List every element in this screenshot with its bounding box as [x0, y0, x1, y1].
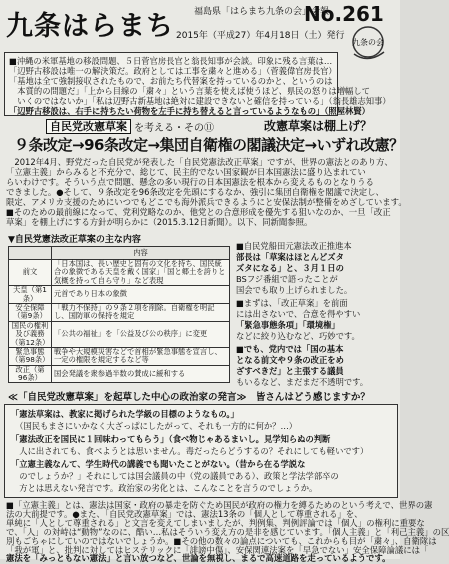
- table-cell-article: 国民の権利及び義務（第12条）: [9, 321, 52, 347]
- amendment-table: [8, 246, 230, 383]
- table-row: [9, 286, 230, 304]
- table-row: [9, 365, 230, 383]
- quote-line: 「憲法草案は、教家に掲げられた学級の目標のようなもの。」: [11, 409, 239, 419]
- table-row: [9, 260, 230, 286]
- quote-line: 方とは思えない発言です。政治家の劣化とは、こんなことを言うのでしょうか。: [11, 483, 318, 493]
- body-line: 草案」を棚上げにする方針が明らかに（2015.3.12日新聞）。以下、同新聞参照。: [6, 217, 313, 227]
- table-cell-article: 緊急事態（第98条）: [9, 347, 52, 365]
- table-header: 内容: [52, 247, 230, 260]
- side-line: 「緊急事態条項」「環境権」: [236, 320, 340, 330]
- side-line: 部長は「草案はほとんどズタ: [236, 252, 344, 262]
- table-cell-content: 「戦力不保持」の９条２項を削除。自衛権を明記し、国防軍の保持を規定: [52, 303, 230, 321]
- table-row: [9, 303, 230, 321]
- stamp-text: 九条の会: [352, 38, 384, 47]
- table-cell-article: 天皇（第1条）: [9, 286, 52, 304]
- table-cell-article: 改正（第96条）: [9, 365, 52, 383]
- side-line: ズタになる」と、３月１日の: [236, 263, 344, 273]
- table-title: ▼自民党憲法改正草案の主な内容: [8, 235, 141, 245]
- body-line: 「立憲主義」からみると不充分で、総じて、民主的でない国家観が日本国憲法に盛り込まれてい: [6, 167, 366, 177]
- table-cell-article: 安全保障（第9条）: [9, 303, 52, 321]
- quote-line: 人に出されても、食べようとは思いません。毒だったらどうするの？それにしても軽いです）: [11, 446, 369, 456]
- table-row: [9, 321, 230, 347]
- body-line: らいわけです。そういう点で問題、懸念の多い現行の日本国憲法を根本から変えるものとなりうる: [6, 177, 374, 187]
- quote-line: 「立憲主義なんて、学生時代の講義でも聞いたことがない。（昔から在る学説な: [11, 459, 306, 469]
- quote-line: （国民もまさにいかなく大ざっぱにしたがって、それも一方的に何か？…）: [11, 421, 298, 431]
- news-line: 「辺野古移設は、右手に持ちたい荷物を左手に持ち替えると言っているようなもの」（照屋林賢）: [9, 106, 370, 116]
- body-line: 限定、アメリカ支援のためにいつでもどこでも海外派兵できるようにと安保法制が整備をめざしています。: [6, 197, 407, 207]
- body-line: ■そのための最前線になって、党利党略なのか、他党との合意形成を優先する狙いなのか、一旦「改正: [6, 207, 391, 217]
- side-line: などに絞り込むなど、巧妙です。: [236, 331, 360, 341]
- body-line: 2012年4月、野党だった自民党が発表した「自民党憲法改正草案」ですが、世界の憲法とのあり方、: [6, 157, 393, 167]
- issue-number: No.261: [304, 2, 384, 26]
- table-cell-content: 「日本国は、長い歴史と固有の文化を持ち、国民統合の象徴である天皇を戴く国家」「国と郷土を誇りと気概を持って自ら守り」など表現: [52, 260, 230, 286]
- news-line: 「基地は全て強制接収されたもので、お前たち代替案を持っているのかと、というのは: [9, 76, 333, 86]
- bottom-line: ■「立憲主義」とは、憲法は国家・政府の暴走を防ぐため国民が政府の権力を縛るためのという考えで、世界の憲: [6, 500, 433, 510]
- table-cell-content: 国会発議を衆参過半数の賛成に緩和する: [52, 365, 230, 383]
- news-line: 「辺野古移設は唯一の解決策だ。政府としては工事を粛々と進める」（菅義偉官房長官）: [9, 66, 337, 76]
- publisher-line: 福島県「はらまち九条の会」会報: [194, 7, 330, 17]
- table-header: [9, 247, 52, 260]
- table-header-row: [9, 247, 230, 260]
- amendment-table-section: [4, 232, 230, 384]
- body-line: できました。●そして、９条改定を96条改定を先頭にするなか、強引に集団自衛権を閣議で決定し、: [6, 187, 384, 197]
- main-headline: ９条改定→96条改定→集団自衛権の閣議決定→いずれ改憲？: [14, 136, 404, 154]
- side-line: BSフジ番組で語ったことが: [236, 274, 338, 284]
- peace-stamp-icon: [344, 24, 394, 64]
- table-cell-content: 「公共の福祉」を「公益及び公の秩序」に変更: [52, 321, 230, 347]
- bottom-line: で、「人」の対峙は“動物”なのに、酷い…私はそういう変え方の是非を感じています。「個人主義」と「利己主義」の区: [6, 527, 449, 537]
- side-line: ■でも、党内では「国の基本: [236, 344, 344, 354]
- publication-date: 2015年（平成27）年4月18日（土）発行: [176, 31, 345, 41]
- bottom-line: 法の大前提です。●また、「自民党改憲草案」では、憲法13条の「個人として尊重される」を、: [6, 509, 363, 519]
- newsletter-logo: 九条はらまち: [6, 11, 174, 42]
- side-line: には出さないで、合意を得やすい: [236, 309, 361, 319]
- side-line: もいるなど、まだまだ不透明です。: [236, 377, 369, 387]
- table-cell-content: 元首であり日本の象徴: [52, 286, 230, 304]
- side-line: 国会でも取り上げられました。: [236, 285, 353, 295]
- side-line: となる前文や９条の改正をめ: [236, 355, 344, 365]
- quotes-box: [4, 404, 398, 498]
- news-line: いくのではないか」「私は辺野古新基地は絶対に建設できないと確信を持っている」（翁長雄志知事）: [9, 96, 391, 106]
- table-cell-content: 戦争や大規模災害などで首相が緊急事態を宣言し、一定の権限を規定するなど等: [52, 347, 230, 365]
- side-line: ■まずは、「改正草案」を前面: [236, 298, 348, 308]
- news-box: [4, 52, 391, 116]
- news-line: 本質的の問題だ」「上から目線の「粛々」という言葉を使えば使うほど、県民の怒りは増幅して: [9, 86, 370, 96]
- series-pill: 自民党改憲草案: [46, 118, 131, 134]
- table-row: [9, 347, 230, 365]
- series-subtitle: を考える・その⑪: [134, 123, 214, 134]
- bottom-line: 別もごちゃにしていのではないでしょうか。■その他の数々の論点についても、これからも目が「粛々」、自衛隊は: [6, 536, 437, 546]
- series-banner: [4, 117, 396, 133]
- bottom-line: 憲法を「みっともない憲法」と言い放つなど、世論を無視し、まるで高速道路を走っているようです。: [6, 553, 391, 563]
- bottom-line: 単純に「人として尊重される」と文言を変えてしまいましたが、判例集、判例評論では「個人」の権利に重要な: [6, 518, 425, 528]
- section-heading: ≪「自民党改憲草案」を起草した中心の政治家の発言≫ 皆さんはどう感じますか？: [8, 392, 370, 403]
- table-cell-article: 前文: [9, 260, 52, 286]
- news-line: ■沖縄の米軍基地の移設問題、５日菅官房長官と翁長知事が会談。印象に残る言葉は…: [9, 56, 333, 66]
- side-line: ■自民党船田元憲法改正推進本: [236, 241, 352, 251]
- quote-line: のでしょうか？」それにしては国会議員の中（党の議員である）、政策と学法学部卒の: [11, 471, 339, 481]
- bottom-line: 「我が軍」と、批判に対してはヒステリックに「誹謗中傷」、安保関連法案を「早急でない」安全保障論議には「: [6, 545, 429, 555]
- quote-line: 「憲法改正を国民に１回味わってもらう」（食べ物じゃあるまいし。見学知らぬの判断: [11, 434, 331, 444]
- side-line: ざすべきだ」と主張する議員: [236, 366, 344, 376]
- series-question: 改憲草案は棚上げ？: [264, 119, 373, 133]
